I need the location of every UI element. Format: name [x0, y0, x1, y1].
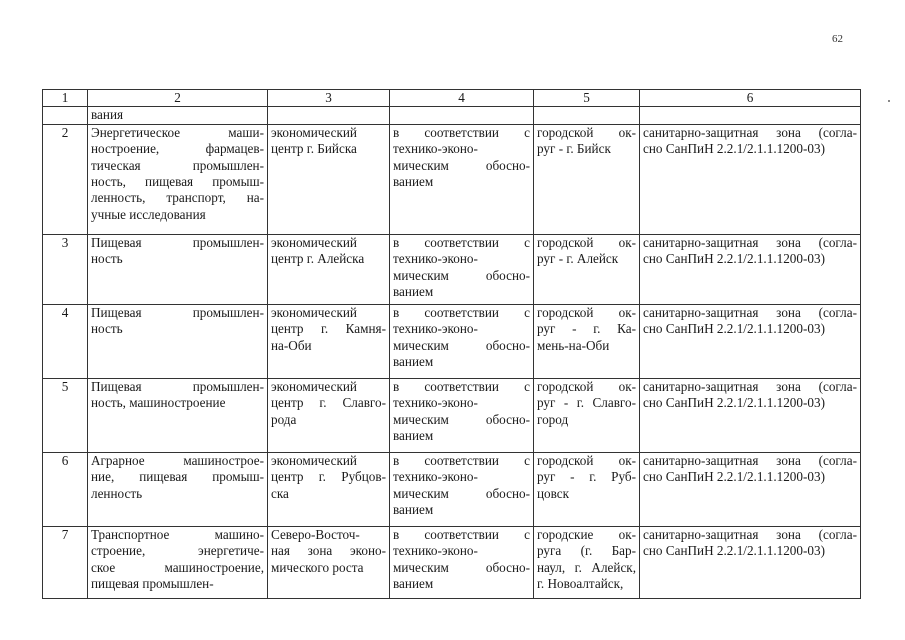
cell-line: технико-эконо- [393, 141, 478, 157]
table-row [43, 304, 861, 378]
cell-line: городской ок- [537, 234, 636, 250]
cell-line: город [537, 411, 569, 427]
header-cell-1: 1 [43, 90, 88, 107]
continuation-cell-6 [640, 107, 861, 124]
cell-line: г. Новоалтайск, [537, 576, 624, 592]
cell-line: технико-эконо- [393, 321, 478, 337]
cell-line: руг - г. Ка- [537, 321, 636, 337]
restriction-cell [640, 304, 861, 378]
activity-cell [88, 526, 268, 598]
cell-line: в соответствии с [393, 526, 530, 542]
cell-line: сно СанПиН 2.2.1/2.1.1.1200-03) [643, 395, 825, 411]
cell-line: ность, пищевая промыш- [91, 174, 264, 190]
cell-line: технико-эконо- [393, 543, 478, 559]
continuation-cell-1 [43, 107, 88, 124]
district-cell [534, 526, 640, 598]
justification-cell [390, 234, 534, 304]
cell-line: центр г. Алейска [271, 251, 365, 267]
cell-line: рода [271, 411, 297, 427]
cell-line: в соответствии с [393, 304, 530, 320]
cell-line: ское машиностроение, [91, 559, 264, 575]
cell-line: руг - г. Славго- [537, 395, 636, 411]
continuation-cell-4 [390, 107, 534, 124]
row-number-cell: 6 [43, 452, 88, 526]
cell-line: в соответствии с [393, 234, 530, 250]
cell-line: ванием [393, 354, 434, 370]
cell-line: санитарно-защитная зона (согла- [643, 304, 857, 320]
cell-line: технико-эконо- [393, 251, 478, 267]
justification-cell [390, 304, 534, 378]
cell-line: учные исследования [91, 206, 206, 222]
district-cell [534, 124, 640, 234]
cell-line: Энергетическое маши- [91, 124, 264, 140]
cell-line: экономический [271, 452, 357, 468]
activity-cell [88, 452, 268, 526]
cell-line: технико-эконо- [393, 395, 478, 411]
cell-line: ность [91, 251, 123, 267]
cell-line: ванием [393, 284, 434, 300]
page-number: 62 [832, 33, 843, 45]
cell-line: в соответствии с [393, 124, 530, 140]
cell-line: руг - г. Руб- [537, 469, 636, 485]
cell-line: городские ок- [537, 526, 636, 542]
cell-line: центр г. Славго- [271, 395, 386, 411]
cell-line: в соответствии с [393, 378, 530, 394]
location-cell [268, 378, 390, 452]
restriction-cell [640, 452, 861, 526]
cell-line: наул, г. Алейск, [537, 559, 636, 575]
cell-line: мического роста [271, 559, 364, 575]
cell-line: сно СанПиН 2.2.1/2.1.1.1200-03) [643, 321, 825, 337]
cell-line: в соответствии с [393, 452, 530, 468]
cell-line: городской ок- [537, 304, 636, 320]
restriction-cell [640, 378, 861, 452]
cell-line: ние, пищевая промыш- [91, 469, 264, 485]
location-cell [268, 452, 390, 526]
row-number-cell: 2 [43, 124, 88, 234]
header-cell-3: 3 [268, 90, 390, 107]
cell-line: ленность [91, 485, 143, 501]
header-cell-4: 4 [390, 90, 534, 107]
row-number-cell: 5 [43, 378, 88, 452]
cell-line: Пищевая промышлен- [91, 378, 264, 394]
cell-line: технико-эконо- [393, 469, 478, 485]
table-row [43, 124, 861, 234]
cell-line: городской ок- [537, 452, 636, 468]
cell-line: санитарно-защитная зона (согла- [643, 378, 857, 394]
cell-line: мическим обосно- [393, 485, 530, 501]
cell-line: городской ок- [537, 124, 636, 140]
cell-line: санитарно-защитная зона (согла- [643, 452, 857, 468]
cell-line: ванием [393, 502, 434, 518]
cell-line: ванием [393, 576, 434, 592]
planning-table [42, 89, 861, 599]
continuation-cell-2: вания [88, 107, 268, 124]
cell-line: Аграрное машинострое- [91, 452, 264, 468]
location-cell [268, 234, 390, 304]
restriction-cell [640, 526, 861, 598]
cell-line: мическим обосно- [393, 411, 530, 427]
cell-line: ванием [393, 428, 434, 444]
cell-line: экономический [271, 378, 357, 394]
location-cell [268, 526, 390, 598]
cell-line: мическим обосно- [393, 337, 530, 353]
cell-line: мическим обосно- [393, 559, 530, 575]
table-row [43, 378, 861, 452]
header-row [43, 90, 861, 107]
header-cell-6: 6 [640, 90, 861, 107]
district-cell [534, 378, 640, 452]
district-cell [534, 304, 640, 378]
continuation-cell-5 [534, 107, 640, 124]
row-number-cell: 7 [43, 526, 88, 598]
cell-line: Пищевая промышлен- [91, 304, 264, 320]
cell-line: мическим обосно- [393, 267, 530, 283]
cell-line: ная зона эконо- [271, 543, 386, 559]
cell-line: Транспортное машино- [91, 526, 264, 542]
cell-line: экономический [271, 234, 357, 250]
restriction-cell [640, 124, 861, 234]
justification-cell [390, 452, 534, 526]
table-row [43, 526, 861, 598]
cell-line: сно СанПиН 2.2.1/2.1.1.1200-03) [643, 141, 825, 157]
justification-cell [390, 378, 534, 452]
table-row [43, 234, 861, 304]
cell-line: экономический [271, 124, 357, 140]
justification-cell [390, 526, 534, 598]
location-cell [268, 124, 390, 234]
cell-line: санитарно-защитная зона (согла- [643, 124, 857, 140]
cell-line: руг - г. Алейск [537, 251, 619, 267]
cell-line: руг - г. Бийск [537, 141, 611, 157]
cell-line: ванием [393, 174, 434, 190]
cell-line: на-Оби [271, 337, 312, 353]
cell-line: Северо-Восточ- [271, 526, 360, 542]
cell-line: цовск [537, 485, 570, 501]
cell-line: ска [271, 485, 289, 501]
header-cell-2: 2 [88, 90, 268, 107]
location-cell [268, 304, 390, 378]
continuation-cell-3 [268, 107, 390, 124]
header-cell-5: 5 [534, 90, 640, 107]
cell-line: ность [91, 321, 123, 337]
cell-line: санитарно-защитная зона (согла- [643, 234, 857, 250]
cell-line: сно СанПиН 2.2.1/2.1.1.1200-03) [643, 251, 825, 267]
district-cell [534, 234, 640, 304]
cell-line: сно СанПиН 2.2.1/2.1.1.1200-03) [643, 469, 825, 485]
row-number-cell: 3 [43, 234, 88, 304]
cell-line: руга (г. Бар- [537, 543, 636, 559]
cell-line: ность, машиностроение [91, 395, 226, 411]
table-row [43, 452, 861, 526]
district-cell [534, 452, 640, 526]
cell-line: сно СанПиН 2.2.1/2.1.1.1200-03) [643, 543, 825, 559]
cell-line: строение, энергетиче- [91, 543, 264, 559]
scan-speck [888, 100, 890, 102]
continuation-row [43, 107, 861, 124]
activity-cell [88, 124, 268, 234]
row-number-cell: 4 [43, 304, 88, 378]
cell-line: мическим обосно- [393, 157, 530, 173]
cell-line: пищевая промышлен- [91, 576, 214, 592]
cell-line: центр г. Рубцов- [271, 469, 386, 485]
cell-line: Пищевая промышлен- [91, 234, 264, 250]
justification-cell [390, 124, 534, 234]
cell-line: санитарно-защитная зона (согла- [643, 526, 857, 542]
cell-line: городской ок- [537, 378, 636, 394]
activity-cell [88, 234, 268, 304]
cell-line: ностроение, фармацев- [91, 141, 264, 157]
activity-cell [88, 304, 268, 378]
cell-line: экономический [271, 304, 357, 320]
restriction-cell [640, 234, 861, 304]
cell-line: центр г. Бийска [271, 141, 357, 157]
cell-line: ленность, транспорт, на- [91, 190, 264, 206]
cell-line: мень-на-Оби [537, 337, 610, 353]
activity-cell [88, 378, 268, 452]
cell-line: тическая промышлен- [91, 157, 264, 173]
cell-line: центр г. Камня- [271, 321, 386, 337]
